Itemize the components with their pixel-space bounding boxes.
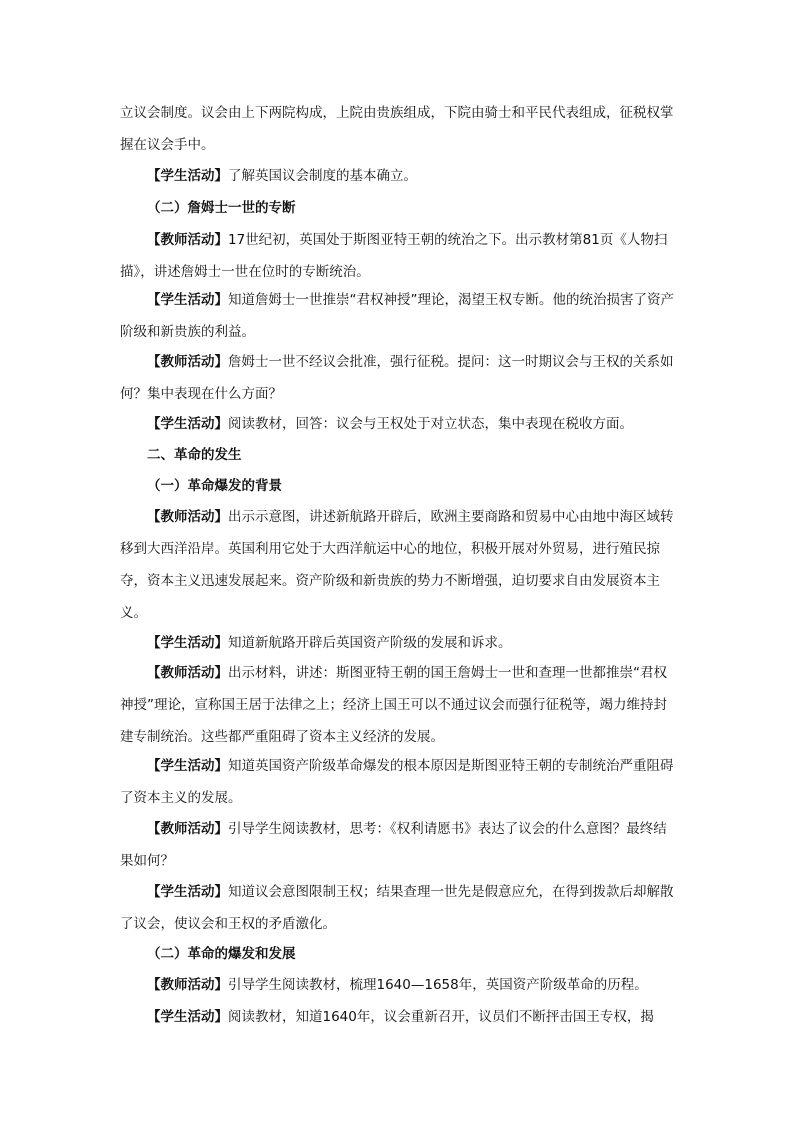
paragraph-text: 17世纪初，英国处于斯图亚特王朝的统治之下。出示教材第81页《人物扫描》，讲述詹姆士一世在位时的专断统治。 <box>120 232 668 280</box>
paragraph-text: 出示示意图，讲述新航路开辟后，欧洲主要商路和贸易中心由地中海区域转移到大西洋沿岸。英国利用它处于大西洋航运中心的地位，积极开展对外贸易，进行殖民掠夺，资本主义迅速发展起来。资产阶级和新贵族的势力不断增强，迫切要求自由发展资本主义。 <box>120 509 674 621</box>
paragraph-4 <box>120 284 675 348</box>
activity-tag: 【学生活动】 <box>147 635 228 651</box>
activity-tag: 【学生活动】 <box>147 884 228 900</box>
paragraph-text: 詹姆士一世不经议会批准，强行征税。提问：这一时期议会与王权的关系如何？集中表现在什么方面？ <box>120 354 674 402</box>
activity-tag: 【教师活动】 <box>147 509 228 525</box>
paragraph-14 <box>120 1001 675 1033</box>
subsection-heading: （二）革命的爆发和发展 <box>147 946 296 962</box>
paragraph-10 <box>120 750 675 814</box>
activity-tag: 【教师活动】 <box>147 232 228 248</box>
paragraph-6 <box>120 408 675 440</box>
activity-tag: 【学生活动】 <box>147 416 228 432</box>
paragraph-1 <box>120 97 675 161</box>
activity-tag: 【教师活动】 <box>147 665 228 681</box>
paragraph-7 <box>120 501 675 629</box>
paragraph-text: 阅读教材，回答：议会与王权处于对立状态，集中表现在税收方面。 <box>228 416 633 432</box>
activity-tag: 【学生活动】 <box>147 292 228 308</box>
activity-tag: 【学生活动】 <box>147 758 228 774</box>
activity-tag: 【教师活动】 <box>147 354 228 370</box>
paragraph-12 <box>120 876 675 940</box>
paragraph-8 <box>120 627 675 659</box>
paragraph-text: 知道英国资产阶级革命爆发的根本原因是斯图亚特王朝的专制统治严重阻碍了资本主义的发展。 <box>120 758 674 806</box>
paragraph-text: 知道詹姆士一世推崇“君权神授”理论，渴望王权专断。他的统治损害了资产阶级和新贵族的利益。 <box>120 292 674 340</box>
paragraph-13 <box>120 969 675 1001</box>
paragraph-text: 引导学生阅读教材，思考：《权利请愿书》表达了议会的什么意图？最终结果如何？ <box>120 821 667 869</box>
activity-tag: 【学生活动】 <box>147 1009 228 1025</box>
activity-tag: 【学生活动】 <box>147 168 228 184</box>
paragraph-text: 知道新航路开辟后英国资产阶级的发展和诉求。 <box>228 635 512 651</box>
paragraph-text: 了解英国议会制度的基本确立。 <box>228 168 417 184</box>
paragraph-3 <box>120 224 675 288</box>
paragraph-text: 立议会制度。议会由上下两院构成，上院由贵族组成，下院由骑士和平民代表组成，征税权掌握在议会手中。 <box>120 105 674 153</box>
activity-tag: 【教师活动】 <box>147 821 228 837</box>
activity-tag: 【教师活动】 <box>147 977 228 993</box>
paragraph-9 <box>120 657 675 753</box>
paragraph-2 <box>120 160 675 192</box>
section-heading: 二、革命的发生 <box>147 447 242 463</box>
paragraph-text: 知道议会意图限制王权；结果查理一世先是假意应允，在得到拨款后却解散了议会，使议会和王权的矛盾激化。 <box>120 884 674 932</box>
paragraph-text: 出示材料，讲述：斯图亚特王朝的国王詹姆士一世和查理一世都推崇“君权神授”理论，宣称国王居于法律之上；经济上国王可以不通过议会而强行征税等，竭力维持封建专制统治。这些都严重阻碍了资本主义经济的发展。 <box>120 665 667 745</box>
paragraph-5 <box>120 346 675 410</box>
section-heading: （二）詹姆士一世的专断 <box>147 200 296 216</box>
paragraph-11 <box>120 813 675 877</box>
subsection-heading: （一）革命爆发的背景 <box>147 478 282 494</box>
paragraph-text: 引导学生阅读教材，梳理1640—1658年，英国资产阶级革命的历程。 <box>228 977 648 993</box>
paragraph-text: 阅读教材，知道1640年，议会重新召开，议员们不断抨击国王专权，揭 <box>228 1009 654 1025</box>
